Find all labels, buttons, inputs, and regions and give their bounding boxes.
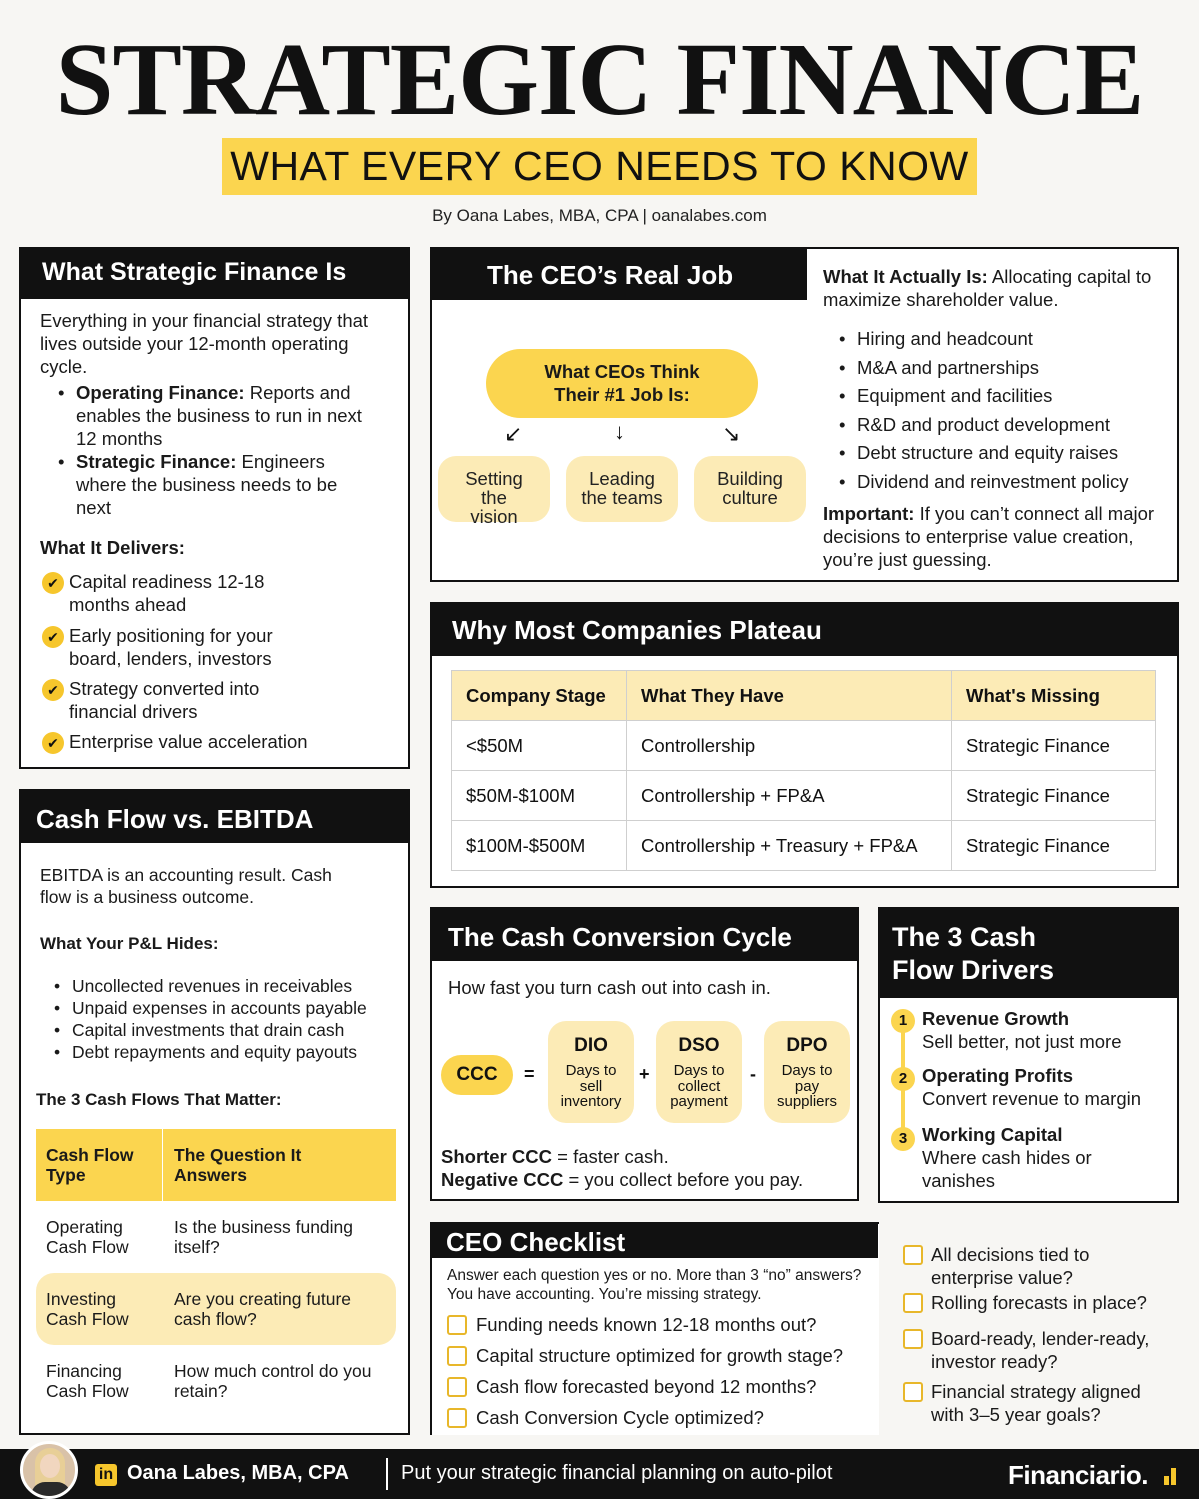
checklist-item: Cash flow forecasted beyond 12 months? — [476, 1376, 817, 1397]
driver-text: Convert revenue to margin — [922, 1088, 1142, 1109]
driver-text: Where cash hides or vanishes — [922, 1147, 1092, 1191]
ccc-intro: How fast you turn cash out into cash in. — [448, 977, 771, 998]
drivers-section — [878, 907, 1179, 1203]
footer-tagline: Put your strategic financial planning on auto-pilot — [401, 1462, 833, 1484]
flows-row-type: Operating Cash Flow — [46, 1217, 129, 1257]
plateau-section — [430, 602, 1179, 888]
ccc-heading: The Cash Conversion Cycle — [432, 909, 857, 961]
bar-chart-icon — [1171, 1468, 1176, 1485]
checkbox-icon[interactable] — [447, 1377, 467, 1397]
main-title: STRATEGIC FINANCE — [55, 22, 1144, 137]
flows-table-divider — [162, 1129, 163, 1201]
ccc-pill: CCC — [441, 1055, 513, 1095]
delivers-item: Enterprise value acceleration — [69, 731, 308, 752]
delivers-item: Strategy converted into financial drivers — [69, 678, 260, 722]
table-row: $100M-$500M Controllership + Treasury + FP&A Strategic Finance — [452, 821, 1156, 871]
flows-row-question: Are you creating future cash flow? — [174, 1289, 352, 1329]
allocation-item: • Hiring and headcount — [837, 325, 1177, 354]
flows-col-header: Cash Flow Type — [46, 1145, 134, 1185]
what-is-heading: What Strategic Finance Is — [21, 249, 408, 299]
driver-title: Working Capital — [922, 1124, 1063, 1145]
allocation-item: • Dividend and reinvestment policy — [837, 468, 1177, 497]
checklist-item: Funding needs known 12-18 months out? — [476, 1314, 817, 1335]
subtitle: WHAT EVERY CEO NEEDS TO KNOW — [222, 138, 977, 195]
avatar — [20, 1441, 78, 1499]
checklist-item: All decisions tied to enterprise value? — [931, 1244, 1090, 1288]
driver-title: Operating Profits — [922, 1065, 1074, 1086]
allocation-item: • R&D and product development — [837, 411, 1177, 440]
checklist-item: Financial strategy aligned with 3–5 year goals? — [931, 1381, 1141, 1425]
check-icon: ✔ — [42, 626, 64, 648]
flows-row-type: Investing Cash Flow — [46, 1289, 129, 1329]
driver-title: Revenue Growth — [922, 1008, 1069, 1029]
checkbox-icon[interactable] — [903, 1382, 923, 1402]
what-is-intro: Everything in your financial strategy that lives outside your 12-month operating cycle. — [40, 310, 369, 377]
plus-sign: + — [639, 1064, 650, 1084]
important-text: Important: If you can’t connect all major decisions to enterprise value creation, you’re just guessing. — [823, 503, 1155, 570]
arrow-icon: ↓ — [614, 419, 625, 444]
checkbox-icon[interactable] — [903, 1329, 923, 1349]
checklist-item: Capital structure optimized for growth stage? — [476, 1345, 844, 1366]
allocation-item: • Equipment and facilities — [837, 382, 1177, 411]
table-row: <$50M Controllership Strategic Finance — [452, 721, 1156, 771]
hides-item: • Capital investments that drain cash — [52, 1019, 412, 1041]
what-is-section — [19, 247, 410, 769]
allocation-item: • M&A and partnerships — [837, 354, 1177, 383]
what-is-bullets — [56, 381, 376, 519]
hides-heading: What Your P&L Hides: — [40, 934, 219, 953]
check-icon: ✔ — [42, 679, 64, 701]
checklist-heading: CEO Checklist — [432, 1224, 878, 1258]
allocation-item: • Debt structure and equity raises — [837, 439, 1177, 468]
minus-sign: - — [750, 1064, 756, 1084]
footer-name[interactable]: Oana Labes, MBA, CPA — [127, 1462, 349, 1484]
byline: By Oana Labes, MBA, CPA | oanalabes.com — [432, 206, 767, 225]
cashflow-ebitda-section — [19, 789, 410, 1435]
what-is-bullet: • Strategic Finance: Engineers where the business needs to be next — [56, 450, 376, 519]
footer-divider — [386, 1458, 388, 1490]
ceo-pill: Building culture — [694, 456, 806, 522]
driver-number: 2 — [891, 1067, 915, 1091]
checklist-item: Cash Conversion Cycle optimized? — [476, 1407, 764, 1428]
checkbox-icon[interactable] — [447, 1408, 467, 1428]
cashflow-ebitda-heading: Cash Flow vs. EBITDA — [21, 791, 408, 843]
ceo-pill: Leading the teams — [566, 456, 678, 522]
driver-text: Sell better, not just more — [922, 1031, 1122, 1052]
bar-chart-icon — [1164, 1476, 1169, 1485]
checklist-item: Rolling forecasts in place? — [931, 1292, 1147, 1313]
checklist-item: Board-ready, lender-ready, investor ready? — [931, 1328, 1150, 1372]
delivers-item: Capital readiness 12-18 months ahead — [69, 571, 265, 615]
plateau-heading: Why Most Companies Plateau — [432, 604, 1177, 656]
checkbox-icon[interactable] — [903, 1245, 923, 1265]
hides-item: • Unpaid expenses in accounts payable — [52, 997, 412, 1019]
ceo-pill: Setting the vision — [438, 456, 550, 522]
dpo-desc: Days to pay suppliers — [776, 1062, 838, 1110]
check-icon: ✔ — [42, 732, 64, 754]
flows-row-type: Financing Cash Flow — [46, 1361, 129, 1401]
drivers-heading: The 3 Cash Flow Drivers — [880, 909, 1177, 998]
table-header: What They Have — [627, 671, 952, 721]
cashflow-intro: EBITDA is an accounting result. Cash flow is a business outcome. — [40, 865, 332, 907]
table-row: $50M-$100M Controllership + FP&A Strategic Finance — [452, 771, 1156, 821]
hides-item: • Uncollected revenues in receivables — [52, 975, 412, 997]
dio-abbr: DIO — [574, 1035, 608, 1056]
ccc-section — [430, 907, 859, 1201]
checkbox-icon[interactable] — [903, 1293, 923, 1313]
ceo-think-label: What CEOs Think Their #1 Job Is: — [544, 361, 700, 405]
delivers-heading: What It Delivers: — [40, 537, 185, 558]
dpo-abbr: DPO — [786, 1035, 828, 1056]
ccc-shorter: Shorter CCC = faster cash. — [441, 1146, 669, 1167]
checkbox-icon[interactable] — [447, 1346, 467, 1366]
dso-abbr: DSO — [678, 1035, 720, 1056]
flows-col-header: The Question It Answers — [174, 1145, 302, 1185]
ccc-negative: Negative CCC = you collect before you pay. — [441, 1169, 804, 1190]
hides-item: • Debt repayments and equity payouts — [52, 1041, 412, 1063]
check-icon: ✔ — [42, 572, 64, 594]
flows-heading: The 3 Cash Flows That Matter: — [36, 1090, 282, 1109]
table-header: What's Missing — [952, 671, 1156, 721]
driver-number: 1 — [891, 1009, 915, 1033]
dso-desc: Days to collect payment — [670, 1062, 728, 1110]
dio-desc: Days to sell inventory — [560, 1062, 622, 1110]
ceo-job-heading: The CEO’s Real Job — [432, 249, 807, 300]
flows-row-question: Is the business funding itself? — [174, 1217, 354, 1257]
ceo-job-section — [430, 247, 1179, 582]
checklist-intro: Answer each question yes or no. More than 3 “no” answers? You have accounting. You’re missing strategy. — [447, 1267, 862, 1303]
flows-row-question: How much control do you retain? — [174, 1361, 372, 1401]
checkbox-icon[interactable] — [447, 1315, 467, 1335]
linkedin-icon[interactable]: in — [95, 1464, 117, 1486]
driver-number: 3 — [891, 1127, 915, 1151]
brand-logo[interactable]: Financiario. — [1008, 1460, 1148, 1490]
hides-list — [52, 975, 412, 1063]
delivers-item: Early positioning for your board, lenders, investors — [69, 625, 273, 669]
what-is-bullet: • Operating Finance: Reports and enables the business to run in next 12 months — [56, 381, 376, 450]
arrow-icon: ↘ — [722, 421, 741, 446]
actually-text: What It Actually Is: Allocating capital to maximize shareholder value. — [823, 266, 1152, 310]
plateau-table — [451, 670, 1156, 871]
arrow-icon: ↙ — [504, 421, 523, 446]
table-header: Company Stage — [452, 671, 627, 721]
allocation-list — [837, 325, 1177, 496]
equals-sign: = — [524, 1064, 535, 1084]
